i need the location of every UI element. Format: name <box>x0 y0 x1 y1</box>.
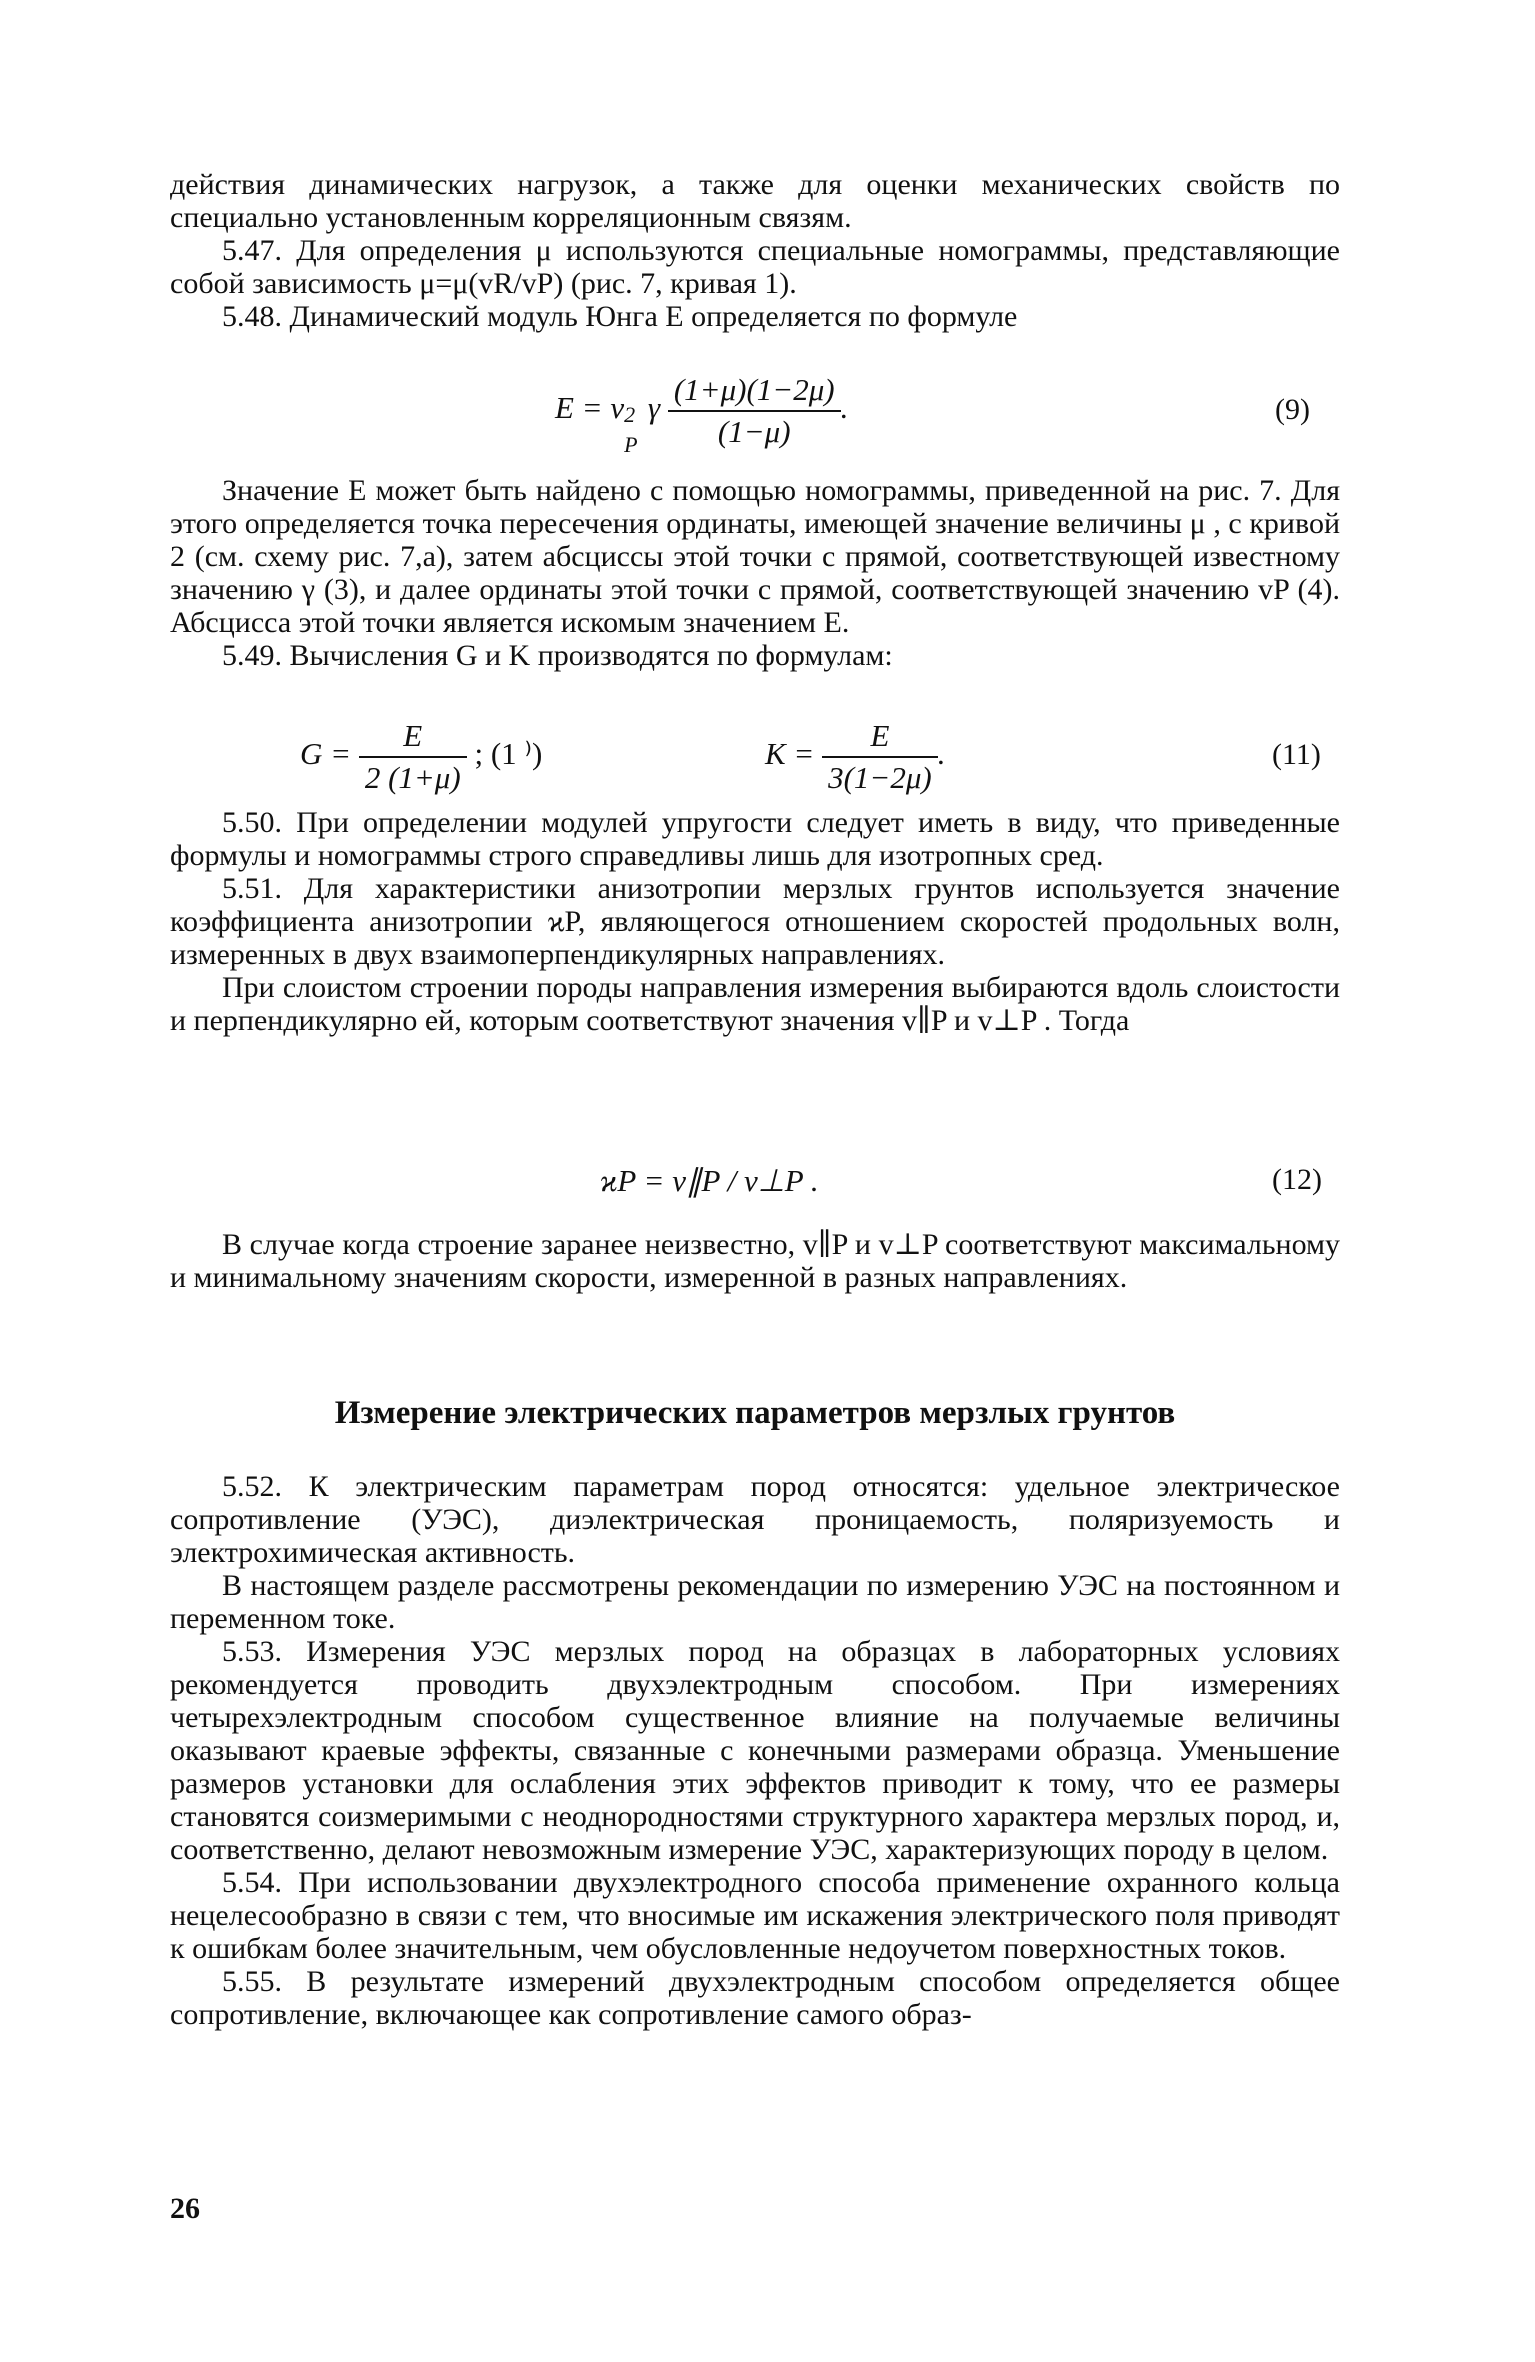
paragraph-5-47: 5.47. Для определения μ используются специальные номограммы, представляющие собой зависимость μ=μ(vR/vP) (рис. 7, кривая 1). <box>170 234 1340 300</box>
eq9-denominator: (1−μ) <box>717 414 791 449</box>
paragraph-layered: При слоистом строении породы направления измерения выбираются вдоль слоистости и перпендикулярно ей, которым соответствуют значения v∥P и v⊥P . Тогда <box>170 971 1340 1037</box>
paragraph-5-52: 5.52. К электрическим параметрам пород относятся: удельное электрическое сопротивление (УЭС), диэлектрическая проницаемость, поляризуемость и электрохимическая активность. <box>170 1470 1340 1569</box>
paragraph-5-50: 5.50. При определении модулей упругости следует иметь в виду, что приведенные формулы и номограммы строго справедливы лишь для изотропных сред. <box>170 806 1340 872</box>
eq9-numerator: (1+μ)(1−2μ) <box>668 372 841 412</box>
equation-12: ϰP = v∥P / v⊥P . <box>600 1163 819 1198</box>
eq11-numerator: E <box>822 718 938 758</box>
text-block-3 <box>170 806 1340 1037</box>
equation-number-12: (12) <box>1272 1163 1322 1196</box>
eq10-tail: ; (1 ⁾) <box>474 736 543 772</box>
paragraph-unknown-structure: В случае когда строение заранее неизвестно, v∥P и v⊥P соответствуют максимальному и минимальному значениям скорости, измеренной в разных направлениях. <box>170 1228 1340 1294</box>
eq9-sub: P <box>624 432 638 458</box>
eq9-lhs: E = v <box>555 390 625 426</box>
eq10-fraction <box>359 718 467 796</box>
eq10-numerator: E <box>359 718 467 758</box>
text-block-2 <box>170 474 1340 672</box>
equation-9 <box>555 372 849 458</box>
paragraph-5-51: 5.51. Для характеристики анизотропии мерзлых грунтов используется значение коэффициента анизотропии ϰP, являющегося отношением скоростей продольных волн, измеренных в двух взаимоперпендикулярных направлениях. <box>170 872 1340 971</box>
paragraph: действия динамических нагрузок, а также для оценки механических свойств по специально установленным корреляционным связям. <box>170 168 1340 234</box>
paragraph-5-53: 5.53. Измерения УЭС мерзлых пород на образцах в лабораторных условиях рекомендуется проводить двухэлектродным способом. При измерениях четырехэлектродным способом существенное влияние на получаемые величины оказывают краевые эффекты, связанные с конечными размерами образца. Уменьшение размеров установки для ослабления этих эффектов приводит к тому, что ее размеры становятся соизмеримыми с неоднородностями структурного характера мерзлых пород, и, соответственно, делают невозможным измерение УЭС, характеризующих породу в целом. <box>170 1635 1340 1866</box>
eq11-denominator: 3(1−2μ) <box>828 760 932 795</box>
paragraph-value-e: Значение E может быть найдено с помощью номограммы, приведенной на рис. 7. Для этого определяется точка пересечения ординаты, имеющей значение величины μ , с кривой 2 (см. схему рис. 7,a), затем абсциссы этой точки с прямой, соответствующей известному значению γ (3), и далее ординаты этой точки с прямой, соответствующей значению vP (4). Абсцисса этой точки является искомым значением E. <box>170 474 1340 639</box>
eq9-sup: 2 <box>624 402 636 428</box>
paragraph-5-54: 5.54. При использовании двухэлектродного способа применение охранного кольца нецелесообразно в связи с тем, что вносимые им искажения электрического поля приводят к ошибкам более значительным, чем обусловленные недоучетом поверхностных токов. <box>170 1866 1340 1965</box>
equation-number-9: (9) <box>1275 393 1310 426</box>
eq9-fraction <box>668 372 841 450</box>
eq10-lhs: G = <box>300 736 352 772</box>
equation-10 <box>300 718 542 796</box>
paragraph-5-48: 5.48. Динамический модуль Юнга E определяется по формуле <box>222 300 1018 333</box>
text-block-5 <box>170 1470 1340 2031</box>
page-number: 26 <box>170 2192 200 2225</box>
eq9-tail: . <box>840 390 849 426</box>
eq11-lhs: K = <box>765 736 815 772</box>
eq9-gamma: γ <box>647 390 661 426</box>
text-block-top <box>170 168 1340 333</box>
eq11-tail: . <box>937 736 946 772</box>
eq10-denominator: 2 (1+μ) <box>364 760 461 795</box>
section-heading: Измерение электрических параметров мерзлых грунтов <box>334 1395 1176 1431</box>
text-block-4 <box>170 1228 1340 1294</box>
equation-number-11: (11) <box>1272 738 1321 771</box>
paragraph-present-section: В настоящем разделе рассмотрены рекомендации по измерению УЭС на постоянном и переменном токе. <box>170 1569 1340 1635</box>
paragraph-5-55: 5.55. В результате измерений двухэлектродным способом определяется общее сопротивление, включающее как сопротивление самого образ- <box>170 1965 1340 2031</box>
paragraph-5-49: 5.49. Вычисления G и K производятся по формулам: <box>222 639 893 672</box>
equation-11 <box>765 718 946 796</box>
eq11-fraction <box>822 718 938 796</box>
